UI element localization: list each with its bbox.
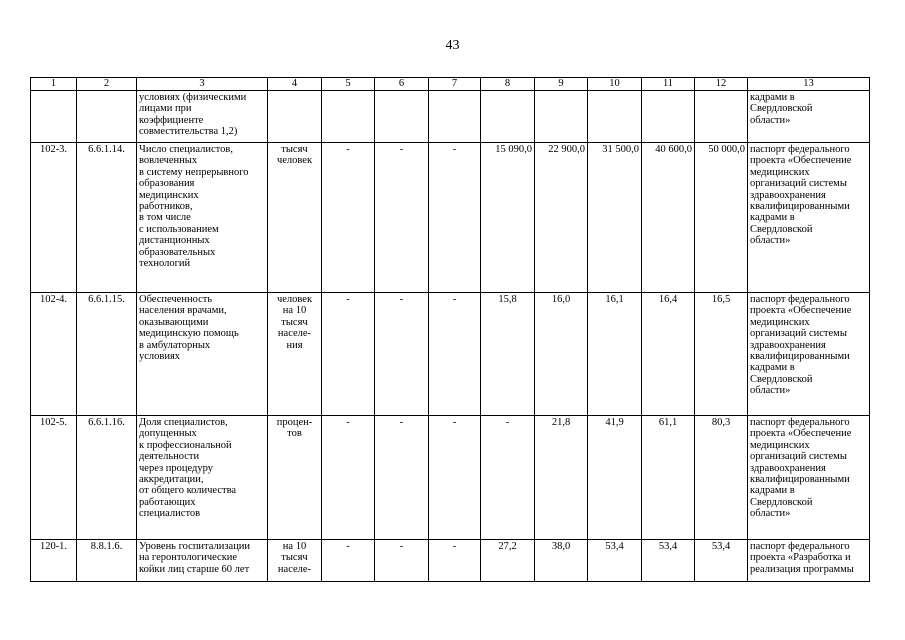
row-code: 6.6.1.15.: [77, 293, 137, 416]
column-header: 12: [695, 78, 748, 91]
value-cell: -: [322, 540, 375, 582]
unit: тысяч человек: [268, 143, 322, 293]
indicator-name: Уровень госпитализации на геронтологические койки лиц старше 60 лет: [137, 540, 268, 582]
column-header: 8: [481, 78, 535, 91]
value-cell: [429, 91, 481, 143]
row-code: 6.6.1.14.: [77, 143, 137, 293]
table-row: [31, 91, 870, 143]
column-number-row: [31, 78, 870, 91]
column-header: 1: [31, 78, 77, 91]
value-cell: -: [429, 293, 481, 416]
value-cell: 15 090,0: [481, 143, 535, 293]
indicator-name: Обеспеченность населения врачами, оказывающими медицинскую помощь в амбулаторных условиях: [137, 293, 268, 416]
page-number: 43: [445, 38, 460, 53]
value-cell: -: [322, 143, 375, 293]
value-cell: -: [375, 416, 429, 540]
column-header: 9: [535, 78, 588, 91]
indicator-name: Доля специалистов, допущенных к профессиональной деятельности через процедуру аккредитации, от общего количества работающих специалистов: [137, 416, 268, 540]
column-header: 6: [375, 78, 429, 91]
value-cell: 53,4: [642, 540, 695, 582]
column-header: 7: [429, 78, 481, 91]
value-cell: 22 900,0: [535, 143, 588, 293]
row-number: 102-3.: [31, 143, 77, 293]
table-row: [31, 416, 870, 540]
table-row: [31, 540, 870, 582]
value-cell: -: [429, 416, 481, 540]
column-header: 3: [137, 78, 268, 91]
column-header: 11: [642, 78, 695, 91]
value-cell: 50 000,0: [695, 143, 748, 293]
value-cell: 16,5: [695, 293, 748, 416]
value-cell: 15,8: [481, 293, 535, 416]
unit: процен- тов: [268, 416, 322, 540]
table-row: [31, 143, 870, 293]
value-cell: 80,3: [695, 416, 748, 540]
column-header: 4: [268, 78, 322, 91]
unit: человек на 10 тысяч населе- ния: [268, 293, 322, 416]
value-cell: -: [322, 293, 375, 416]
indicators-table: [30, 77, 870, 582]
value-cell: 16,4: [642, 293, 695, 416]
value-cell: -: [375, 293, 429, 416]
value-cell: [535, 91, 588, 143]
value-cell: [481, 91, 535, 143]
value-cell: [322, 91, 375, 143]
row-code: [77, 91, 137, 143]
source-cell: паспорт федерального проекта «Обеспечение медицинских организаций системы здравоохранения квалифицированными кадрами в Свердловской области»: [748, 143, 870, 293]
value-cell: 53,4: [695, 540, 748, 582]
source-cell: паспорт федерального проекта «Обеспечение медицинских организаций системы здравоохранения квалифицированными кадрами в Свердловской области»: [748, 293, 870, 416]
row-number: [31, 91, 77, 143]
row-number: 120-1.: [31, 540, 77, 582]
row-number: 102-4.: [31, 293, 77, 416]
value-cell: 40 600,0: [642, 143, 695, 293]
value-cell: -: [429, 143, 481, 293]
source-cell: паспорт федерального проекта «Обеспечение медицинских организаций системы здравоохранения квалифицированными кадрами в Свердловской области»: [748, 416, 870, 540]
value-cell: 16,1: [588, 293, 642, 416]
column-header: 5: [322, 78, 375, 91]
row-code: 6.6.1.16.: [77, 416, 137, 540]
value-cell: -: [375, 540, 429, 582]
source-cell: кадрами в Свердловской области»: [748, 91, 870, 143]
value-cell: 53,4: [588, 540, 642, 582]
unit: на 10 тысяч населе-: [268, 540, 322, 582]
value-cell: 38,0: [535, 540, 588, 582]
value-cell: 61,1: [642, 416, 695, 540]
indicator-name: условиях (физическими лицами при коэффициенте совместительства 1,2): [137, 91, 268, 143]
value-cell: [375, 91, 429, 143]
column-header: 2: [77, 78, 137, 91]
value-cell: 16,0: [535, 293, 588, 416]
value-cell: [588, 91, 642, 143]
column-header: 10: [588, 78, 642, 91]
row-code: 8.8.1.6.: [77, 540, 137, 582]
value-cell: 41,9: [588, 416, 642, 540]
value-cell: -: [322, 416, 375, 540]
indicator-name: Число специалистов, вовлеченных в систему непрерывного образования медицинских работников, в том числе с использованием дистанционных образовательных технологий: [137, 143, 268, 293]
column-header: 13: [748, 78, 870, 91]
value-cell: [695, 91, 748, 143]
value-cell: 21,8: [535, 416, 588, 540]
value-cell: -: [375, 143, 429, 293]
value-cell: -: [429, 540, 481, 582]
value-cell: 27,2: [481, 540, 535, 582]
value-cell: -: [481, 416, 535, 540]
value-cell: 31 500,0: [588, 143, 642, 293]
source-cell: паспорт федерального проекта «Разработка и реализация программы: [748, 540, 870, 582]
table-row: [31, 293, 870, 416]
row-number: 102-5.: [31, 416, 77, 540]
unit: [268, 91, 322, 143]
value-cell: [642, 91, 695, 143]
